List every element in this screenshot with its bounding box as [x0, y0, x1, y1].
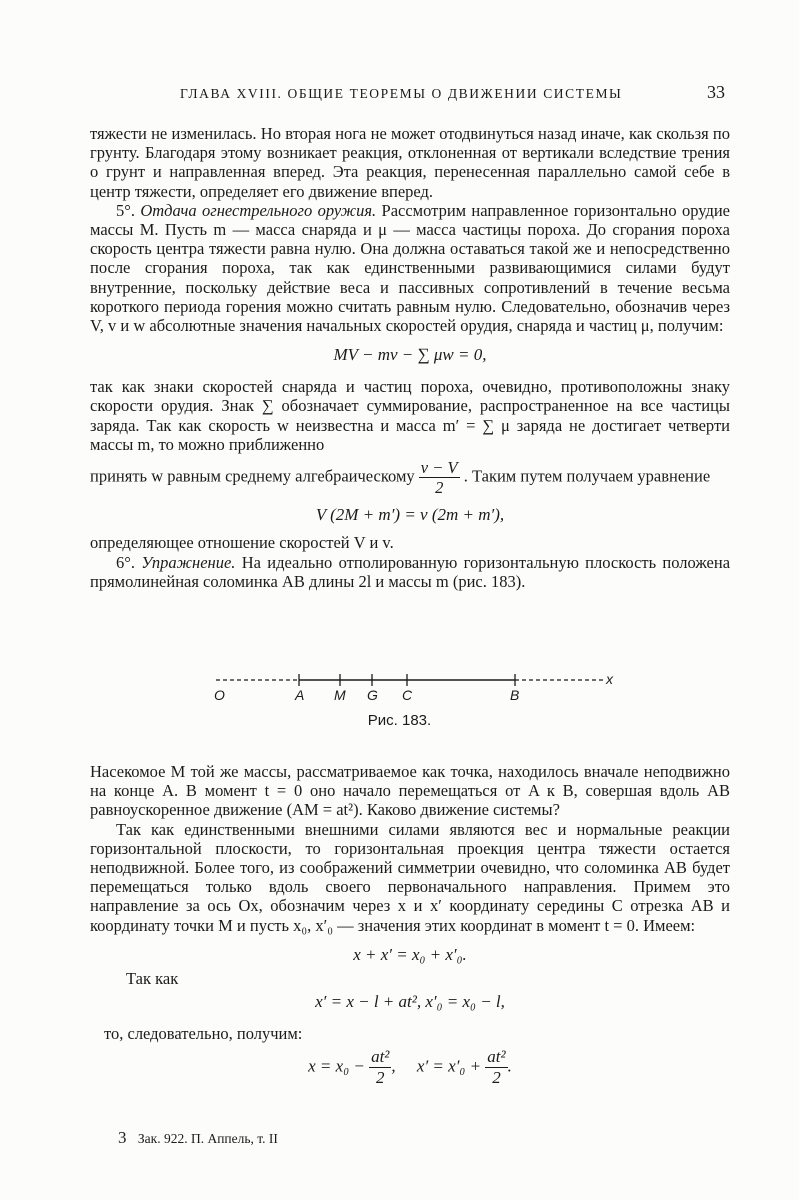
exercise-text: На идеально отполированную горизонтальную плоскость положена прямолинейная соломинка AB длины 2l и массы m (рис. 183).	[90, 552, 731, 591]
section-exercise	[90, 553, 730, 591]
average-text-after: . Таким путем получаем уравнение	[463, 466, 711, 486]
fraction-numerator: v − V	[420, 458, 458, 478]
figure-caption: Рис. 183.	[367, 712, 432, 729]
result-lhs1: x = x₀ −	[308, 1056, 365, 1076]
fraction-numerator: at²	[487, 1047, 506, 1067]
label-G: G	[367, 687, 378, 703]
paragraph-solution: Так как единственными внешними силами являются вес и нормальные реакции горизонтальной плоскости, то горизонтальная проекция центра тяжести остается неподвижной. Более того, из соображений симметрии очевидно, что соломинка AB будет перемещаться только вдоль своего первоначального направления. Примем это направление за ось Ox, обозначим через x и x′ координату середины C отрезка AB и координату точки M и пусть x₀, x′₀ — значения этих координат в момент t = 0. Имеем:	[90, 819, 730, 935]
formula-momentum: MV − mv − ∑ μw = 0,	[333, 345, 487, 365]
text-block-top	[90, 124, 730, 591]
section-recoil	[90, 201, 730, 335]
fraction-denominator: 2	[375, 1068, 385, 1088]
result-fraction-2	[485, 1047, 507, 1088]
figure-183	[200, 662, 630, 712]
paragraph-signs: так как знаки скоростей снаряда и частиц пороха, очевидно, противоположны знаку скорости орудия. Знак ∑ обозначает суммирование, распространенное на все частицы заряда. Так как скорость w неизвестна и масса m′ = ∑ μ заряда не достигает четверти массы m, то можно приближенно	[90, 377, 730, 454]
paragraph-insect: Насекомое M той же массы, рассматриваемое как точка, находилось вначале неподвижно на конце A. В момент t = 0 оно начало перемещаться от A к B, совершая вдоль AB равноускоренное движение (AM = at²). Каково движение системы?	[90, 762, 730, 820]
page-number: 33	[707, 82, 725, 102]
signature-mark: 3	[118, 1128, 127, 1147]
label-B: B	[510, 687, 520, 703]
paragraph-ratio: определяющее отношение скоростей V и v.	[90, 533, 394, 553]
label-A: A	[295, 687, 305, 703]
label-x: x	[606, 671, 613, 687]
imprint-text: Зак. 922. П. Аппель, т. II	[137, 1131, 278, 1146]
exercise-title: Упражнение.	[141, 552, 236, 572]
exercise-number: 6°.	[116, 552, 135, 572]
result-fraction-1	[369, 1047, 391, 1088]
formula-sum: x + x′ = x₀ + x′₀.	[353, 944, 467, 964]
label-C: C	[402, 687, 413, 703]
average-text-before: принять w равным среднему алгебраическому	[90, 466, 415, 486]
label-tak-kak: Так как	[126, 968, 179, 988]
paragraph-average	[90, 458, 730, 497]
formula-relations: x′ = x − l + at², x′₀ = x₀ − l,	[315, 992, 505, 1012]
label-O: O	[214, 687, 225, 703]
section-title: Отдача огнестрельного оружия.	[140, 200, 377, 220]
fraction-denominator: 2	[435, 478, 444, 498]
running-title: ГЛАВА XVIII. ОБЩИЕ ТЕОРЕМЫ О ДВИЖЕНИИ СИСТЕМЫ	[180, 86, 623, 101]
label-M: M	[334, 687, 346, 703]
section-number: 5°.	[116, 200, 135, 220]
fraction-numerator: at²	[371, 1047, 390, 1067]
text-block-bottom	[90, 762, 730, 1088]
result-lhs2: x′ = x′₀ +	[416, 1056, 482, 1076]
page-header	[0, 82, 799, 106]
paragraph-therefore: то, следовательно, получим:	[104, 1024, 303, 1044]
fraction-denominator: 2	[492, 1068, 501, 1088]
section-text: Рассмотрим направленное горизонтально орудие массы M. Пусть m — масса снаряда и μ — масса частицы пороха. До сгорания пороха скорость центра тяжести равна нулю. Она должна оставаться такой же и непосредственно после сгорания пороха, так как единственными развивающимися силами будут внутренние, поскольку действие веса и пассивных сопротивлений в течение весьма короткого периода горения можно считать равным нулю. Следовательно, обозначив через V, v и w абсолютные значения начальных скоростей орудия, снаряда и частиц μ, получим:	[90, 200, 730, 336]
fraction-v-minus-V	[419, 458, 460, 497]
formula-velocities: V (2M + m′) = v (2m + m′),	[315, 505, 505, 525]
paragraph-continuation: тяжести не изменилась. Но вторая нога не может отодвинуться назад иначе, как скользя по грунту. Благодаря этому возникает реакция, отклоненная от вертикали вследствие трения о грунт и направленная вперед. Эта реакция, перенесенная параллельно самой себе в центр тяжести, определяет его движение вперед.	[90, 124, 730, 201]
page-footer	[118, 1128, 278, 1148]
formula-result: x = x₀ − $\frac{\text{at²}}{2}$ , x′ = x′₀ + $\frac{\text{at²}}{2}$ .	[308, 1047, 512, 1088]
